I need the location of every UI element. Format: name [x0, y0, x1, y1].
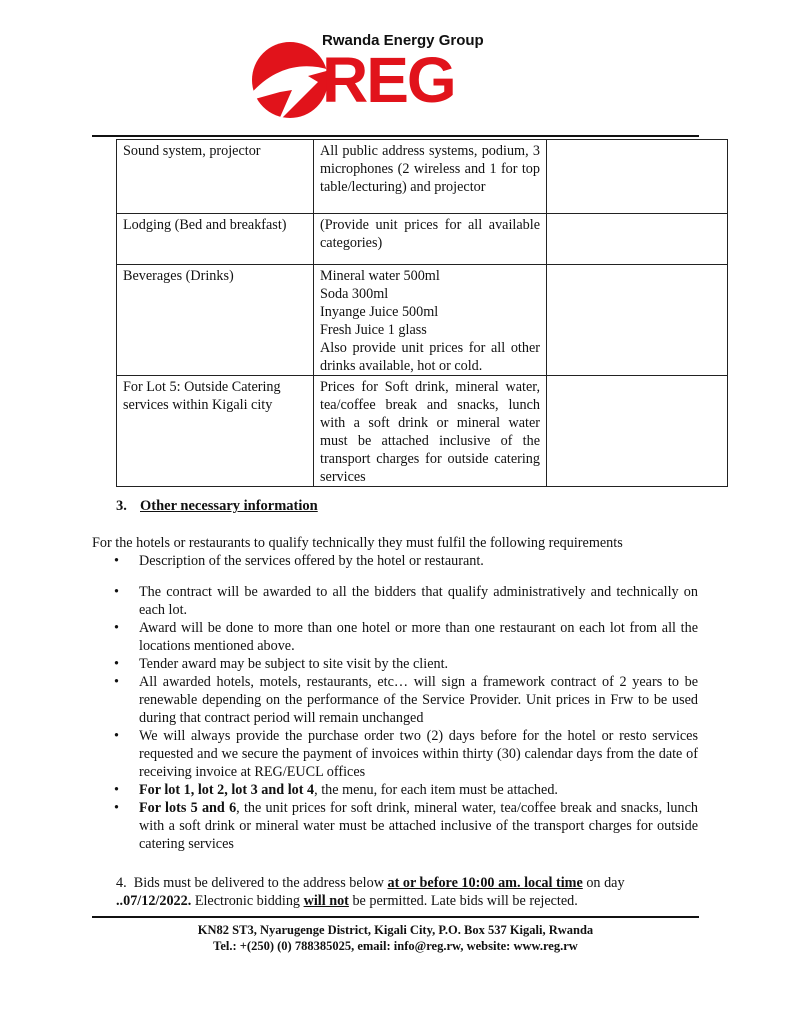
bullet-icon: •	[114, 620, 119, 636]
description-cell	[314, 265, 547, 376]
list-item: • The contract will be awarded to all the bidders that qualify administratively and technically on each lot.	[114, 584, 698, 618]
logo-wordmark: REG	[322, 44, 455, 116]
item-cell: Beverages (Drinks)	[117, 265, 314, 376]
drink-note: Also provide unit prices for all other drinks available, hot or cold.	[320, 340, 540, 374]
section-title: Other necessary information	[140, 498, 318, 514]
table-row	[117, 376, 728, 487]
footer-contacts: Tel.: +(250) (0) 788385025, email: info@reg.rw, website: www.reg.rw	[213, 939, 578, 953]
table-row	[117, 214, 728, 265]
table-row	[117, 140, 728, 214]
company-name: Rwanda Energy Group	[322, 32, 484, 49]
bullet-icon: •	[114, 728, 119, 744]
description-cell: Prices for Soft drink, mineral water, tea/coffee break and snacks, lunch with a soft drink or mineral water must be attached inclusive of the transport charges for outside catering services	[314, 376, 547, 487]
page-footer	[0, 922, 791, 954]
lot-label: For lots 5 and 6	[139, 800, 237, 816]
price-cell	[547, 214, 728, 265]
point-number: 4.	[116, 875, 127, 891]
drink-line: Soda 300ml	[320, 286, 389, 302]
lot-label: For lot 1, lot 2, lot 3 and lot 4	[139, 782, 315, 798]
bullet-icon: •	[114, 782, 119, 798]
requirements-list	[114, 552, 698, 853]
list-item: • All awarded hotels, motels, restaurants, etc… will sign a framework contract of 2 years to be renewable depending on the performance of the Service Provider. Unit prices in Frw to be used during that contract period will remain unchanged	[114, 674, 698, 726]
price-cell	[547, 265, 728, 376]
section-number: 3.	[116, 498, 127, 514]
section-intro: For the hotels or restaurants to qualify technically they must fulfil the following requirements	[92, 535, 623, 551]
services-table	[116, 139, 728, 487]
footer-address: KN82 ST3, Nyarugenge District, Kigali City, P.O. Box 537 Kigali, Rwanda	[197, 923, 594, 937]
deadline-date: ..07/12/2022.	[116, 893, 192, 909]
table-row	[117, 265, 728, 376]
bullet-icon: •	[114, 553, 119, 569]
bullet-icon: •	[114, 656, 119, 672]
deadline-time: at or before 10:00 am. local time	[387, 875, 583, 891]
price-cell	[547, 376, 728, 487]
section-heading	[116, 498, 318, 515]
bullet-icon: •	[114, 674, 119, 690]
bid-delivery-paragraph: 4. Bids must be delivered to the address below at or before 10:00 am. local time on day ..07/12/2022. Electronic bidding will not be permitted. Late bids will be rejected.	[116, 875, 625, 909]
list-item: • Tender award may be subject to site visit by the client.	[114, 656, 449, 672]
list-item: • We will always provide the purchase order two (2) days before for the hotel or resto services requested and we secure the payment of invoices within thirty (30) calendar days from the date of receiving invoice at REG/EUCL offices	[114, 728, 698, 780]
item-cell: For Lot 5: Outside Catering services within Kigali city	[117, 376, 314, 487]
drink-line: Mineral water 500ml	[320, 268, 440, 284]
price-cell	[547, 140, 728, 214]
list-item: • For lot 1, lot 2, lot 3 and lot 4, the menu, for each item must be attached.	[114, 782, 558, 798]
drink-line: Fresh Juice 1 glass	[320, 322, 427, 338]
list-item: • Award will be done to more than one hotel or more than one restaurant on each lot from all the locations mentioned above.	[114, 620, 698, 654]
list-item: • Description of the services offered by the hotel or restaurant.	[114, 553, 484, 569]
list-item: • For lots 5 and 6, the unit prices for soft drink, mineral water, tea/coffee break and snacks, lunch with a soft drink or mineral water must be attached inclusive of the transport charges for outside catering services	[114, 800, 698, 852]
bullet-icon: •	[114, 584, 119, 600]
description-cell: All public address systems, podium, 3 microphones (2 wireless and 1 for top table/lecturing) and projector	[314, 140, 547, 214]
item-cell: Sound system, projector	[117, 140, 314, 214]
will-not-emphasis: will not	[303, 893, 349, 909]
drink-line: Inyange Juice 500ml	[320, 304, 439, 320]
description-cell: (Provide unit prices for all available categories)	[314, 214, 547, 265]
header-rule	[92, 135, 699, 137]
item-cell: Lodging (Bed and breakfast)	[117, 214, 314, 265]
bullet-icon: •	[114, 800, 119, 816]
footer-rule	[92, 916, 699, 918]
